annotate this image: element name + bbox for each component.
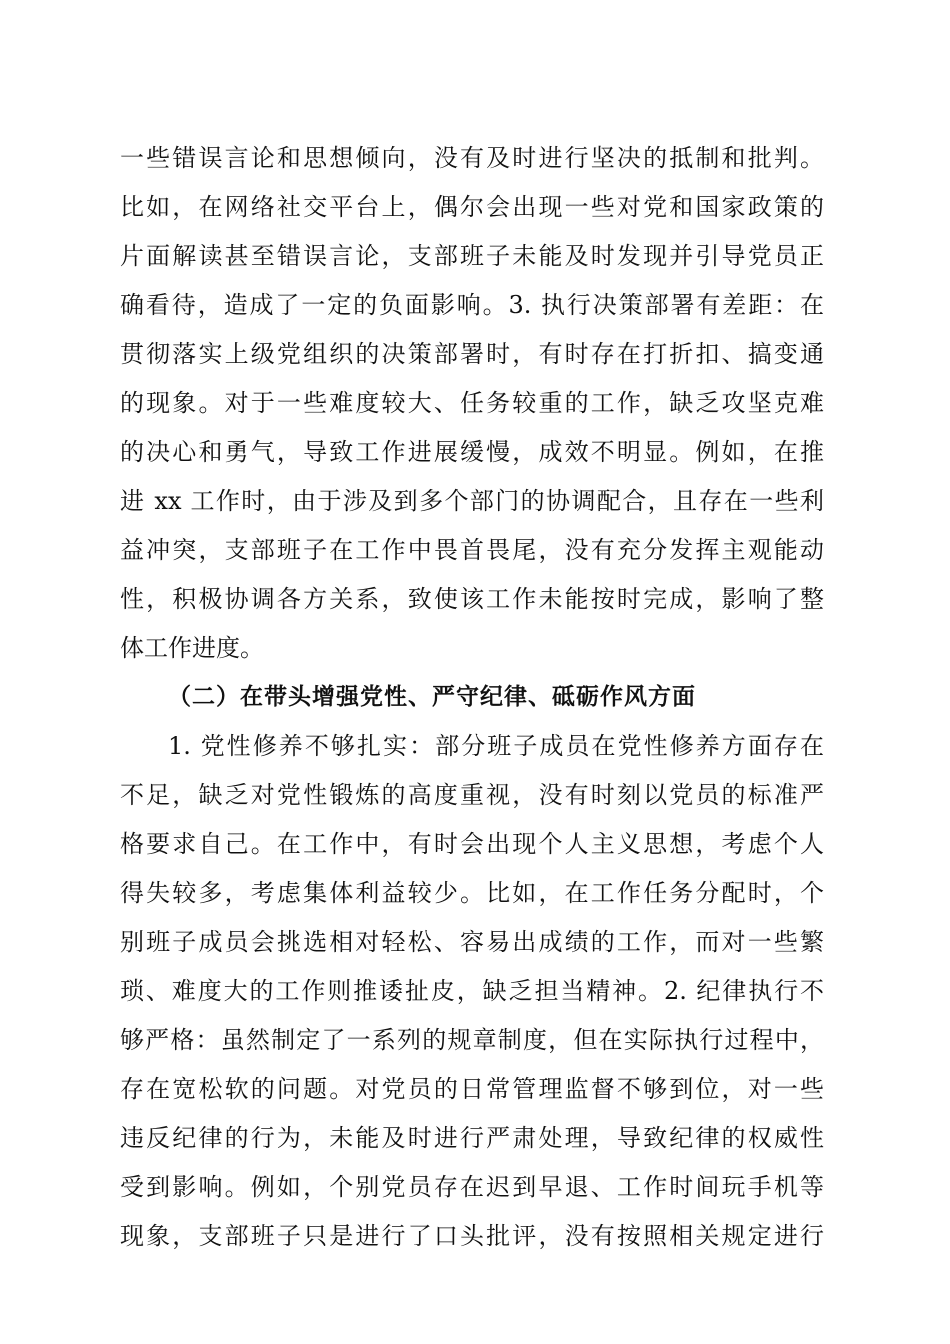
paragraph-2-line: 1. 党性修养不够扎实：部分班子成员在党性修养方面存在 bbox=[168, 732, 824, 760]
section-heading: （二）在带头增强党性、严守纪律、砥砺作风方面 bbox=[168, 684, 696, 710]
paragraph-1-line: 进 xx 工作时，由于涉及到多个部门的协调配合，且存在一些利 bbox=[120, 487, 824, 515]
paragraph-2-line: 琐、难度大的工作则推诿扯皮，缺乏担当精神。2. 纪律执行不 bbox=[120, 977, 824, 1005]
paragraph-1-line: 的现象。对于一些难度较大、任务较重的工作，缺乏攻坚克难 bbox=[120, 389, 824, 417]
paragraph-1-line: 的决心和勇气，导致工作进展缓慢，成效不明显。例如，在推 bbox=[120, 438, 824, 466]
paragraph-2-line: 别班子成员会挑选相对轻松、容易出成绩的工作，而对一些繁 bbox=[120, 928, 824, 956]
paragraph-2-line: 存在宽松软的问题。对党员的日常管理监督不够到位，对一些 bbox=[120, 1075, 824, 1103]
paragraph-1-line: 体工作进度。 bbox=[120, 634, 264, 662]
paragraph-2-line: 不足，缺乏对党性锻炼的高度重视，没有时刻以党员的标准严 bbox=[120, 781, 824, 809]
paragraph-2-line: 得失较多，考虑集体利益较少。比如，在工作任务分配时，个 bbox=[120, 879, 824, 907]
paragraph-2-line: 现象，支部班子只是进行了口头批评，没有按照相关规定进行 bbox=[120, 1222, 824, 1250]
paragraph-1-line: 确看待，造成了一定的负面影响。3. 执行决策部署有差距：在 bbox=[120, 291, 824, 319]
paragraph-1-line: 比如，在网络社交平台上，偶尔会出现一些对党和国家政策的 bbox=[120, 193, 824, 221]
paragraph-1-line: 性，积极协调各方关系，致使该工作未能按时完成，影响了整 bbox=[120, 585, 824, 613]
paragraph-2-line: 违反纪律的行为，未能及时进行严肃处理，导致纪律的权威性 bbox=[120, 1124, 824, 1152]
paragraph-2-line: 格要求自己。在工作中，有时会出现个人主义思想，考虑个人 bbox=[120, 830, 824, 858]
paragraph-1-line: 贯彻落实上级党组织的决策部署时，有时存在打折扣、搞变通 bbox=[120, 340, 824, 368]
paragraph-1-line: 益冲突，支部班子在工作中畏首畏尾，没有充分发挥主观能动 bbox=[120, 536, 824, 564]
paragraph-1-line: 一些错误言论和思想倾向，没有及时进行坚决的抵制和批判。 bbox=[120, 144, 824, 172]
paragraph-1-line: 片面解读甚至错误言论，支部班子未能及时发现并引导党员正 bbox=[120, 242, 824, 270]
paragraph-2-line: 受到影响。例如，个别党员存在迟到早退、工作时间玩手机等 bbox=[120, 1173, 824, 1201]
paragraph-2-line: 够严格：虽然制定了一系列的规章制度，但在实际执行过程中， bbox=[120, 1026, 824, 1054]
